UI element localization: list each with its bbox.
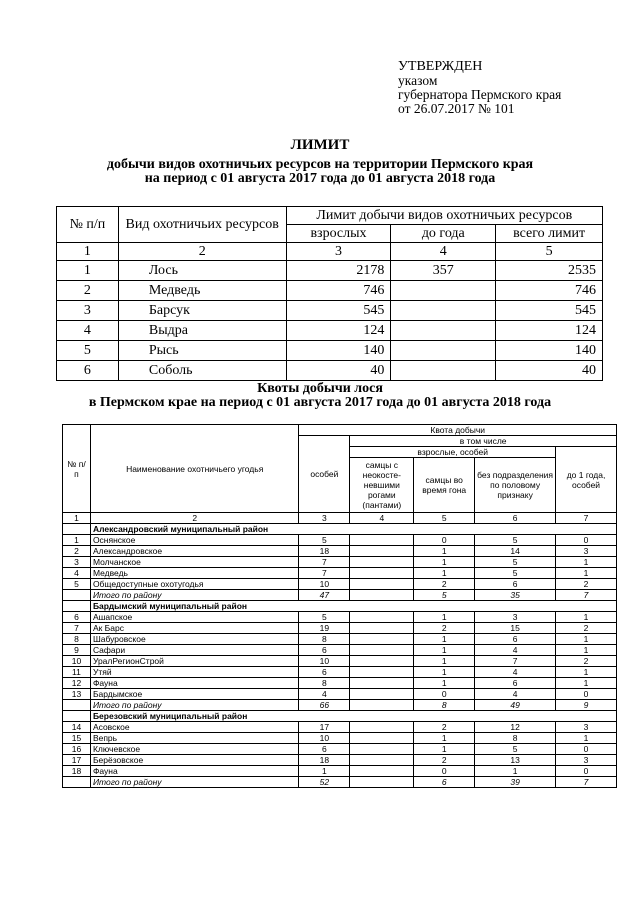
- row-name: Утяй: [90, 667, 298, 678]
- header-males-unossified: самцы с неокосте-невшими рогами (пантами): [350, 458, 414, 513]
- district-name: Александровский муниципальный район: [90, 524, 616, 535]
- limit-subtitle: на период с 01 августа 2017 года до 01 августа 2018 года: [144, 171, 496, 186]
- row-males-rut: 6: [414, 777, 475, 788]
- row-no-sex: 6: [475, 678, 556, 689]
- row-young: 0: [556, 689, 617, 700]
- row-total: 5: [299, 535, 350, 546]
- row-males-unossified: [350, 557, 414, 568]
- row-num: [63, 590, 91, 601]
- row-species: Выдра: [118, 321, 286, 341]
- row-name: Асовское: [90, 722, 298, 733]
- row-adults: 124: [286, 321, 391, 341]
- row-males-unossified: [350, 623, 414, 634]
- table-row: [63, 645, 617, 656]
- row-no-sex: 5: [475, 568, 556, 579]
- table-row: [63, 678, 617, 689]
- row-name: Оснянское: [90, 535, 298, 546]
- table-row: [63, 656, 617, 667]
- row-total: 140: [496, 341, 603, 361]
- index-cell: 2: [90, 513, 298, 524]
- header-quota: Квота добычи: [299, 425, 617, 436]
- row-name: Итого по району: [90, 700, 298, 711]
- header-name: Наименование охотничьего угодья: [90, 425, 298, 513]
- table-row: [63, 612, 617, 623]
- row-num: 18: [63, 766, 91, 777]
- row-males-unossified: [350, 535, 414, 546]
- table-row: [63, 634, 617, 645]
- row-males-rut: 5: [414, 590, 475, 601]
- approval-line: указом: [398, 73, 438, 88]
- row-total: 18: [299, 546, 350, 557]
- row-total: 2535: [496, 261, 603, 281]
- row-males-rut: 1: [414, 678, 475, 689]
- quota-subtitle: в Пермском крае на период с 01 августа 2017 года до 01 августа 2018 года: [88, 395, 552, 410]
- row-total: 40: [496, 361, 603, 381]
- header-species: Вид охотничьих ресурсов: [118, 207, 286, 243]
- row-no-sex: 6: [475, 579, 556, 590]
- row-males-rut: 1: [414, 546, 475, 557]
- row-males-unossified: [350, 579, 414, 590]
- row-males-unossified: [350, 667, 414, 678]
- row-males-rut: 1: [414, 667, 475, 678]
- row-males-unossified: [350, 568, 414, 579]
- row-young: 1: [556, 557, 617, 568]
- row-young: 2: [556, 656, 617, 667]
- row-young: 0: [556, 766, 617, 777]
- table-row: [57, 361, 603, 381]
- row-name: Фауна: [90, 766, 298, 777]
- row-young: 3: [556, 722, 617, 733]
- row-name: УралРегионСтрой: [90, 656, 298, 667]
- index-cell: 3: [299, 513, 350, 524]
- row-young: 7: [556, 777, 617, 788]
- row-males-rut: 2: [414, 722, 475, 733]
- row-males-rut: 2: [414, 579, 475, 590]
- row-name: Медведь: [90, 568, 298, 579]
- row-total: 10: [299, 656, 350, 667]
- row-num: 2: [57, 281, 119, 301]
- row-young: 1: [556, 634, 617, 645]
- row-males-unossified: [350, 546, 414, 557]
- index-cell: 4: [391, 243, 496, 261]
- row-total: 17: [299, 722, 350, 733]
- table-row: [63, 667, 617, 678]
- row-name: Итого по району: [90, 590, 298, 601]
- row-no-sex: 35: [475, 590, 556, 601]
- table-row: [63, 557, 617, 568]
- index-cell: 7: [556, 513, 617, 524]
- row-total: 7: [299, 557, 350, 568]
- row-name: Александровское: [90, 546, 298, 557]
- row-num: 15: [63, 733, 91, 744]
- row-no-sex: 3: [475, 612, 556, 623]
- limit-title: ЛИМИТ: [290, 137, 350, 153]
- row-num: 16: [63, 744, 91, 755]
- quota-title: Квоты добычи лося: [257, 381, 383, 396]
- row-total: 10: [299, 733, 350, 744]
- row-num: 1: [57, 261, 119, 281]
- row-no-sex: 15: [475, 623, 556, 634]
- header-limit: Лимит добычи видов охотничьих ресурсов: [286, 207, 602, 225]
- table-row: [63, 755, 617, 766]
- row-males-rut: 0: [414, 766, 475, 777]
- row-males-rut: 1: [414, 733, 475, 744]
- index-cell: 1: [63, 513, 91, 524]
- row-males-unossified: [350, 777, 414, 788]
- row-males-unossified: [350, 733, 414, 744]
- row-males-rut: 1: [414, 645, 475, 656]
- index-cell: 5: [414, 513, 475, 524]
- row-name: Общедоступные охотугодья: [90, 579, 298, 590]
- header-individuals: особей: [299, 436, 350, 513]
- row-males-rut: 0: [414, 689, 475, 700]
- index-cell: 6: [475, 513, 556, 524]
- limit-table-body: [57, 261, 603, 381]
- row-num: 4: [63, 568, 91, 579]
- table-row: [63, 568, 617, 579]
- district-row: [63, 601, 617, 612]
- row-total: 47: [299, 590, 350, 601]
- row-males-rut: 1: [414, 612, 475, 623]
- quota-table: [62, 424, 617, 788]
- table-row: [63, 733, 617, 744]
- row-total: 7: [299, 568, 350, 579]
- row-males-rut: 1: [414, 568, 475, 579]
- row-name: Ак Барс: [90, 623, 298, 634]
- row-young: 1: [556, 612, 617, 623]
- row-name: Молчанское: [90, 557, 298, 568]
- district-name: Бардымский муниципальный район: [90, 601, 616, 612]
- row-num: 5: [57, 341, 119, 361]
- row-name: Берёзовское: [90, 755, 298, 766]
- row-num: 8: [63, 634, 91, 645]
- row-total: 6: [299, 645, 350, 656]
- row-num: 9: [63, 645, 91, 656]
- row-name: Бардымское: [90, 689, 298, 700]
- row-num: 10: [63, 656, 91, 667]
- row-num: [63, 601, 91, 612]
- row-young: [391, 301, 496, 321]
- row-young: 2: [556, 579, 617, 590]
- row-adults: 40: [286, 361, 391, 381]
- row-males-unossified: [350, 744, 414, 755]
- row-total: 66: [299, 700, 350, 711]
- row-total: 5: [299, 612, 350, 623]
- row-males-unossified: [350, 678, 414, 689]
- index-cell: 1: [57, 243, 119, 261]
- row-species: Медведь: [118, 281, 286, 301]
- row-name: Сафари: [90, 645, 298, 656]
- row-no-sex: 1: [475, 766, 556, 777]
- table-row: [63, 766, 617, 777]
- row-num: 6: [57, 361, 119, 381]
- total-row: [63, 700, 617, 711]
- row-species: Барсук: [118, 301, 286, 321]
- row-males-unossified: [350, 700, 414, 711]
- row-no-sex: 5: [475, 535, 556, 546]
- quota-table-body: [63, 524, 617, 788]
- row-total: 124: [496, 321, 603, 341]
- row-num: 7: [63, 623, 91, 634]
- row-total: 1: [299, 766, 350, 777]
- table-row: [63, 579, 617, 590]
- row-num: 2: [63, 546, 91, 557]
- row-young: 1: [556, 667, 617, 678]
- table-row: [63, 722, 617, 733]
- row-name: Фауна: [90, 678, 298, 689]
- table-row: [63, 744, 617, 755]
- row-num: 17: [63, 755, 91, 766]
- row-adults: 140: [286, 341, 391, 361]
- approval-stamp: [398, 60, 561, 116]
- quota-heading: [0, 382, 640, 410]
- row-num: 6: [63, 612, 91, 623]
- row-total: 8: [299, 678, 350, 689]
- index-cell: 2: [118, 243, 286, 261]
- table-row: [57, 341, 603, 361]
- table-row: [57, 321, 603, 341]
- row-num: 5: [63, 579, 91, 590]
- index-cell: 4: [350, 513, 414, 524]
- row-name: Ашапское: [90, 612, 298, 623]
- row-young: 3: [556, 755, 617, 766]
- row-no-sex: 39: [475, 777, 556, 788]
- row-total: 545: [496, 301, 603, 321]
- total-row: [63, 777, 617, 788]
- row-males-rut: 1: [414, 634, 475, 645]
- header-young: до года: [391, 225, 496, 243]
- row-young: 0: [556, 744, 617, 755]
- total-row: [63, 590, 617, 601]
- row-species: Лось: [118, 261, 286, 281]
- row-young: [391, 281, 496, 301]
- row-young: [391, 341, 496, 361]
- table-row: [57, 301, 603, 321]
- row-adults: 2178: [286, 261, 391, 281]
- row-num: [63, 700, 91, 711]
- row-males-rut: 1: [414, 744, 475, 755]
- row-young: 3: [556, 546, 617, 557]
- header-total: всего лимит: [496, 225, 603, 243]
- row-no-sex: 13: [475, 755, 556, 766]
- approval-title: УТВЕРЖДЕН: [398, 59, 483, 74]
- row-males-unossified: [350, 656, 414, 667]
- header-adults: взрослые, особей: [350, 447, 556, 458]
- row-males-unossified: [350, 590, 414, 601]
- row-total: 18: [299, 755, 350, 766]
- row-males-unossified: [350, 766, 414, 777]
- row-no-sex: 5: [475, 557, 556, 568]
- index-cell: 5: [496, 243, 603, 261]
- limit-heading: [0, 138, 640, 186]
- row-males-unossified: [350, 722, 414, 733]
- district-row: [63, 711, 617, 722]
- row-num: 11: [63, 667, 91, 678]
- table-row: [57, 281, 603, 301]
- approval-line: губернатора Пермского края: [398, 87, 562, 102]
- row-no-sex: 4: [475, 667, 556, 678]
- limit-subtitle: добычи видов охотничьих ресурсов на территории Пермского края: [106, 157, 534, 172]
- header-males-rut: самцы во время гона: [414, 458, 475, 513]
- row-no-sex: 49: [475, 700, 556, 711]
- district-row: [63, 524, 617, 535]
- row-adults: 746: [286, 281, 391, 301]
- header-num: № п/п: [57, 207, 119, 243]
- row-males-unossified: [350, 612, 414, 623]
- row-young: 9: [556, 700, 617, 711]
- row-no-sex: 4: [475, 689, 556, 700]
- row-males-rut: 2: [414, 755, 475, 766]
- row-no-sex: 6: [475, 634, 556, 645]
- row-no-sex: 4: [475, 645, 556, 656]
- row-males-rut: 2: [414, 623, 475, 634]
- row-num: 12: [63, 678, 91, 689]
- row-no-sex: 14: [475, 546, 556, 557]
- row-young: [391, 361, 496, 381]
- row-num: 13: [63, 689, 91, 700]
- district-name: Березовский муниципальный район: [90, 711, 616, 722]
- row-no-sex: 12: [475, 722, 556, 733]
- table-row: [63, 689, 617, 700]
- row-young: 7: [556, 590, 617, 601]
- row-adults: 545: [286, 301, 391, 321]
- row-males-unossified: [350, 755, 414, 766]
- row-total: 746: [496, 281, 603, 301]
- row-males-rut: 8: [414, 700, 475, 711]
- row-males-rut: 1: [414, 557, 475, 568]
- row-total: 19: [299, 623, 350, 634]
- table-row: [63, 623, 617, 634]
- row-young: 1: [556, 733, 617, 744]
- table-row: [57, 261, 603, 281]
- header-no-sex: без подразделения по половому признаку: [475, 458, 556, 513]
- row-total: 4: [299, 689, 350, 700]
- row-species: Соболь: [118, 361, 286, 381]
- row-young: 1: [556, 568, 617, 579]
- row-species: Рысь: [118, 341, 286, 361]
- row-num: 4: [57, 321, 119, 341]
- row-total: 10: [299, 579, 350, 590]
- row-name: Итого по району: [90, 777, 298, 788]
- row-males-unossified: [350, 634, 414, 645]
- row-total: 52: [299, 777, 350, 788]
- row-males-unossified: [350, 645, 414, 656]
- row-young: 1: [556, 645, 617, 656]
- row-total: 6: [299, 744, 350, 755]
- row-young: [391, 321, 496, 341]
- row-num: [63, 777, 91, 788]
- row-name: Шабуровское: [90, 634, 298, 645]
- row-no-sex: 7: [475, 656, 556, 667]
- index-cell: 3: [286, 243, 391, 261]
- row-num: 14: [63, 722, 91, 733]
- header-num: № п/п: [63, 425, 91, 513]
- row-young: 2: [556, 623, 617, 634]
- row-males-rut: 1: [414, 656, 475, 667]
- table-row: [63, 535, 617, 546]
- table-row: [63, 546, 617, 557]
- row-num: [63, 524, 91, 535]
- approval-line: от 26.07.2017 № 101: [398, 101, 515, 116]
- row-name: Ключевское: [90, 744, 298, 755]
- header-adults: взрослых: [286, 225, 391, 243]
- row-no-sex: 5: [475, 744, 556, 755]
- row-total: 6: [299, 667, 350, 678]
- row-no-sex: 8: [475, 733, 556, 744]
- row-young: 0: [556, 535, 617, 546]
- row-males-rut: 0: [414, 535, 475, 546]
- row-young: 357: [391, 261, 496, 281]
- row-total: 8: [299, 634, 350, 645]
- row-num: 3: [57, 301, 119, 321]
- row-young: 1: [556, 678, 617, 689]
- header-young: до 1 года, особей: [556, 447, 617, 513]
- row-num: [63, 711, 91, 722]
- row-num: 3: [63, 557, 91, 568]
- row-males-unossified: [350, 689, 414, 700]
- limit-table: [56, 206, 603, 381]
- row-num: 1: [63, 535, 91, 546]
- row-name: Вепрь: [90, 733, 298, 744]
- header-including: в том числе: [350, 436, 617, 447]
